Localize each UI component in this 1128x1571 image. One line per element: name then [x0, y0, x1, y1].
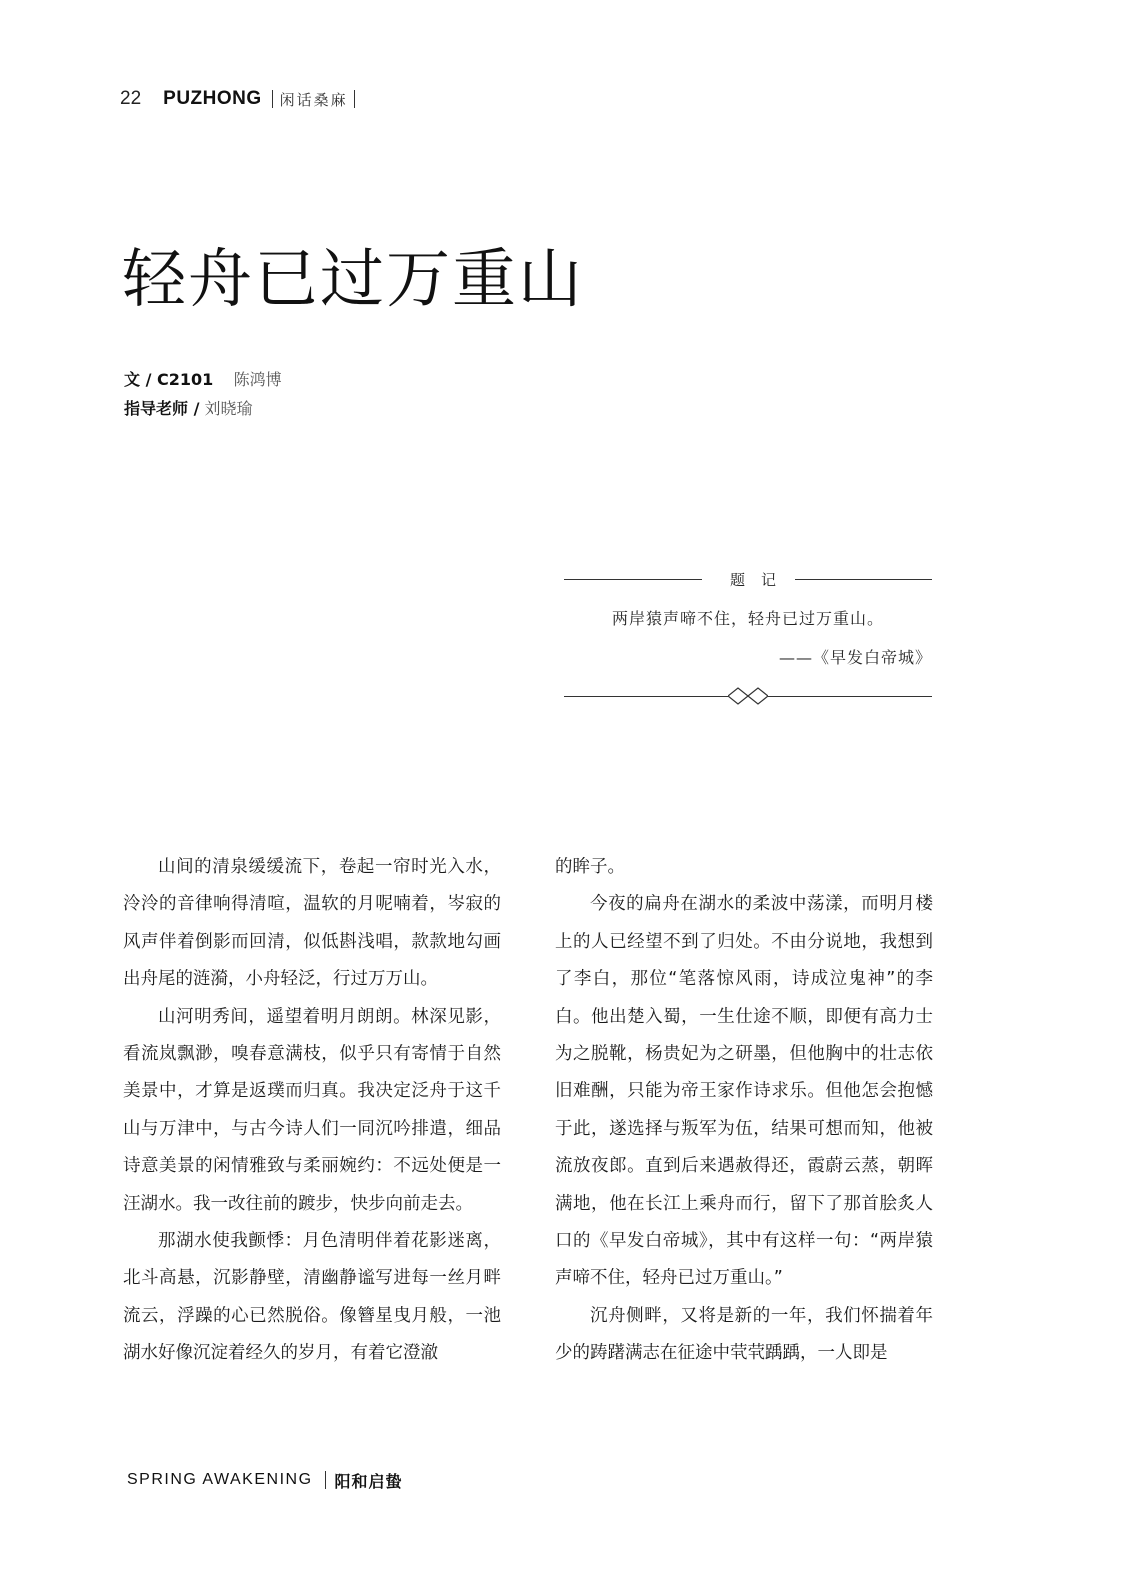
header-divider-left — [272, 90, 273, 108]
author-name: 陈鸿博 — [233, 370, 282, 389]
epigraph-source: ——《早发白帝城》 — [778, 648, 932, 667]
body-paragraph: 今夜的扁舟在湖水的柔波中荡漾，而明月楼上的人已经望不到了归处。不由分说地，我想到了李白，那位“笔落惊风雨，诗成泣鬼神”的李白。他出楚入蜀，一生仕途不顺，即便有高力士为之脱靴，杨贵妃为之研墨，但他胸中的壮志依旧难酬，只能为帝王家作诗求乐。但他怎会抱憾于此，遂选择与叛军为伍，结果可想而知，他被流放夜郎。直到后来遇赦得还，霞蔚云蒸，朝晖满地，他在长江上乘舟而行，留下了那首脍炙人口的《早发白帝城》，其中有这样一句：“两岸猿声啼不住，轻舟已过万重山。” — [555, 894, 933, 1289]
footer-issue-chinese: 阳和启蛰 — [334, 1471, 403, 1491]
body-column-right — [555, 849, 933, 1373]
author-line — [124, 370, 282, 390]
epigraph-label: 题记 — [730, 571, 793, 589]
body-paragraph: 山河明秀间，遥望着明月朗朗。林深见影，看流岚飘渺，嗅春意满枝，似乎只有寄情于自然美景中，才算是返璞而归真。我决定泛舟于这千山与万津中，与古今诗人们一同沉吟排遣，细品诗意美景的闲情雅致与柔丽婉约：不远处便是一汪湖水。我一改往前的踱步，快步向前走去。 — [123, 1006, 501, 1214]
advisor-line — [124, 399, 253, 419]
footer-issue-english: SPRING AWAKENING — [127, 1471, 313, 1488]
footer-divider — [325, 1471, 326, 1489]
byline-prefix: 文 / C2101 — [124, 370, 214, 389]
body-paragraph: 那湖水使我颤悸：月色清明伴着花影迷离，北斗高悬，沉影静壁，清幽静谧写进每一丝月畔流云，浮躁的心已然脱俗。像簪星曳月般，一池湖水好像沉淀着经久的岁月，有着它澄澈 — [123, 1231, 501, 1364]
body-column-left — [123, 849, 501, 1373]
body-paragraph-continued: 的眸子。 — [555, 857, 625, 877]
page-footer — [127, 1468, 403, 1492]
epigraph-rule-left — [564, 579, 702, 580]
advisor-prefix: 指导老师 / — [124, 399, 200, 418]
header-divider-right — [354, 90, 355, 108]
article-title: 轻舟已过万重山 — [122, 243, 584, 317]
body-paragraph: 山间的清泉缓缓流下，卷起一帘时光入水，泠泠的音律响得清喧，温软的月呢喃着，岑寂的风声伴着倒影而回清，似低斟浅唱，款款地勾画出舟尾的涟漪，小舟轻泛，行过万万山。 — [123, 857, 501, 990]
epigraph-text: 两岸猿声啼不住，轻舟已过万重山。 — [611, 609, 884, 628]
body-paragraph: 沉舟侧畔，又将是新的一年，我们怀揣着年少的踌躇满志在征途中茕茕踽踽，一人即是 — [555, 1305, 933, 1364]
page-number: 22 — [120, 88, 142, 109]
page-header — [120, 86, 355, 112]
epigraph-bottom-rule-left — [564, 696, 728, 697]
magazine-name: PUZHONG — [163, 88, 262, 109]
column-name: 闲话桑麻 — [279, 90, 348, 109]
diamond-ornament-icon — [728, 687, 768, 705]
epigraph-bottom-rule-right — [768, 696, 932, 697]
epigraph-rule-right — [795, 579, 932, 580]
advisor-name: 刘晓瑜 — [204, 399, 253, 418]
